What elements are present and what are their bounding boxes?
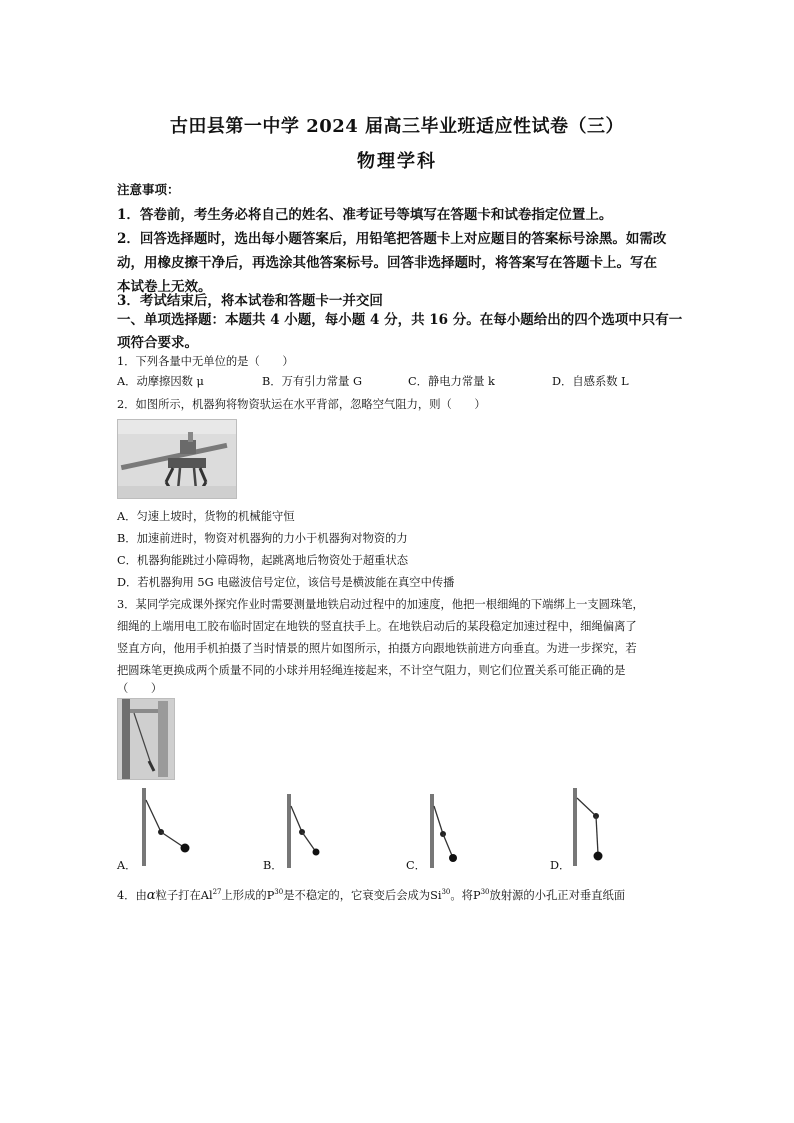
q3-line-3: 竖直方向，他用手机拍摄了当时情景的照片如图所示，拍摄方向跟地铁前进方向垂直。为进一步探究，若 bbox=[117, 642, 637, 655]
q3-line-5: （ ） bbox=[117, 682, 163, 695]
q3-option-d-label: D． bbox=[550, 859, 571, 872]
robot-dog-illustration bbox=[118, 420, 236, 498]
q1-option-b: B．万有引力常量 G bbox=[262, 375, 362, 388]
subway-pendulum-illustration bbox=[118, 699, 174, 779]
q2-option-b: B．加速前进时，物资对机器狗的力小于机器狗对物资的力 bbox=[117, 532, 408, 545]
q2-option-d: D．若机器狗用 5G 电磁波信号定位，该信号是横波能在真空中传播 bbox=[117, 576, 455, 589]
q4-al-symbol: Al$^{27}$ bbox=[200, 888, 222, 902]
robot-dog-photo bbox=[117, 419, 237, 499]
q1-option-a: A．动摩擦因数 μ bbox=[117, 375, 204, 388]
q3-option-b-label: B． bbox=[263, 859, 283, 872]
q3-option-c-figure bbox=[425, 792, 475, 874]
notes-item-2-line-1: 2．回答选择题时，选出每小题答案后，用铅笔把答题卡上对应题目的答案标号涂黑。如需改 bbox=[117, 231, 667, 247]
q1-option-d: D．自感系数 L bbox=[552, 375, 629, 388]
q3-line-2: 细绳的上端用电工胶布临时固定在地铁的竖直扶手上。在地铁启动后的某段稳定加速过程中，细绳偏离了 bbox=[117, 620, 637, 633]
section-1-line-2: 项符合要求。 bbox=[117, 335, 198, 351]
q3-option-d-figure bbox=[568, 786, 618, 872]
notes-item-3: 3．考试结束后，将本试卷和答题卡一并交回 bbox=[117, 293, 383, 309]
q3-option-b-figure bbox=[280, 792, 340, 874]
exam-subject: 物理学科 bbox=[357, 151, 437, 172]
subway-pendulum-photo bbox=[117, 698, 175, 780]
notes-heading: 注意事项： bbox=[117, 182, 180, 197]
q3-option-c-label: C． bbox=[406, 859, 426, 872]
q3-line-4: 把圆珠笔更换成两个质量不同的小球并用轻绳连接起来，不计空气阻力，则它们位置关系可能正确的是 bbox=[117, 664, 626, 677]
q4-alpha: α bbox=[146, 888, 156, 903]
q1-option-c: C．静电力常量 k bbox=[408, 375, 495, 388]
notes-item-2-line-3: 本试卷上无效。 bbox=[117, 279, 212, 295]
notes-item-2-line-2: 动，用橡皮擦干净后，再选涂其他答案标号。回答非选择题时，将答案写在答题卡上。写在 bbox=[117, 255, 657, 271]
q4-si-symbol: Si$^{30}$ bbox=[430, 888, 451, 902]
q3-option-a-figure bbox=[135, 786, 195, 872]
q4-text-3: 是不稳定的，它衰变后会成为 bbox=[283, 889, 431, 902]
q4-text-4: 。将 bbox=[450, 889, 473, 902]
q2-stem: 2．如图所示，机器狗将物资驮运在水平背部，忽略空气阻力，则（ ） bbox=[117, 398, 486, 411]
q4-prefix: 4．由 bbox=[117, 889, 147, 902]
q1-stem: 1．下列各量中无单位的是（ ） bbox=[117, 355, 294, 368]
q4-text-1: 粒子打在 bbox=[155, 889, 201, 902]
section-1-line-1: 一、单项选择题：本题共 4 小题，每小题 4 分，共 16 分。在每小题给出的四个选项中只有一 bbox=[117, 312, 683, 328]
exam-title: 古田县第一中学 2024 届高三毕业班适应性试卷（三） bbox=[169, 116, 625, 137]
q3-option-a-label: A． bbox=[117, 859, 137, 872]
q4-stem bbox=[117, 887, 625, 903]
q2-option-c: C．机器狗能跳过小障碍物，起跳离地后物资处于超重状态 bbox=[117, 554, 409, 567]
q4-p-symbol-2: $P^{30}$ bbox=[472, 888, 490, 902]
q4-text-2: 上形成的 bbox=[221, 889, 267, 902]
q2-option-a: A．匀速上坡时，货物的机械能守恒 bbox=[117, 510, 295, 523]
q3-line-1: 3．某同学完成课外探究作业时需要测量地铁启动过程中的加速度，他把一根细绳的下端绑上一支圆珠笔， bbox=[117, 598, 644, 611]
q4-p-symbol: $P^{30}$ bbox=[266, 888, 284, 902]
notes-item-1: 1．答卷前，考生务必将自己的姓名、准考证号等填写在答题卡和试卷指定位置上。 bbox=[117, 207, 613, 223]
q4-suffix: 放射源的小孔正对垂直纸面 bbox=[489, 889, 626, 902]
